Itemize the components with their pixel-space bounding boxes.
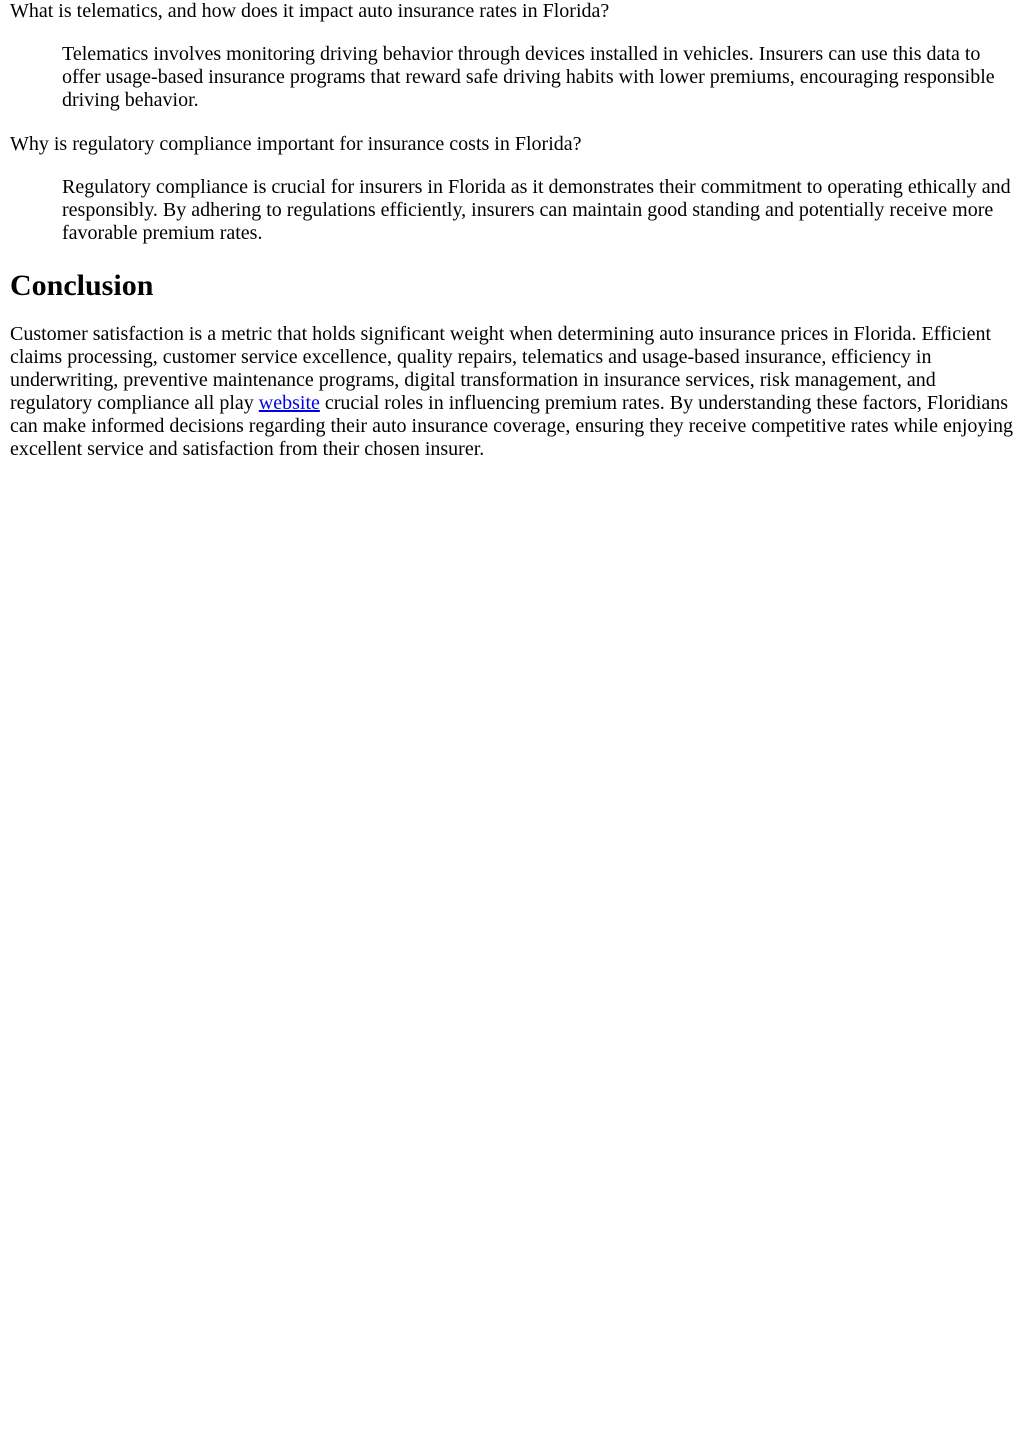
faq-answer-regulatory-compliance: Regulatory compliance is crucial for insurers in Florida as it demonstrates their commitment to operating ethically and responsibly. By adhering to regulations efficiently, insurers can maintain good standing and potentially receive more favorable premium rates. [62,176,1011,244]
conclusion-paragraph [10,323,1014,461]
conclusion-text-after-link: crucial roles in influencing premium rates. By understanding these factors, Floridians can make informed decisions regarding their auto insurance coverage, ensuring they receive competitive rates while enjoying excellent service and satisfaction from their chosen insurer. [10,392,1013,460]
faq-question-telematics: What is telematics, and how does it impact auto insurance rates in Florida? [10,0,610,22]
faq-answer-telematics: Telematics involves monitoring driving behavior through devices installed in vehicles. Insurers can use this data to offer usage-based insurance programs that reward safe driving habits with lower premiums, encouraging responsible driving behavior. [62,43,995,111]
conclusion-text-before-link: Customer satisfaction is a metric that holds significant weight when determining auto insurance prices in Florida. Efficient claims processing, customer service excellence, quality repairs, telematics and usage-based insurance, efficiency in underwriting, preventive maintenance programs, digital transformation in insurance services, risk management, and regulatory compliance all play [10,323,992,414]
website-link[interactable]: website [258,392,320,414]
faq-question-regulatory-compliance: Why is regulatory compliance important for insurance costs in Florida? [10,133,582,155]
conclusion-heading: Conclusion [10,269,154,302]
